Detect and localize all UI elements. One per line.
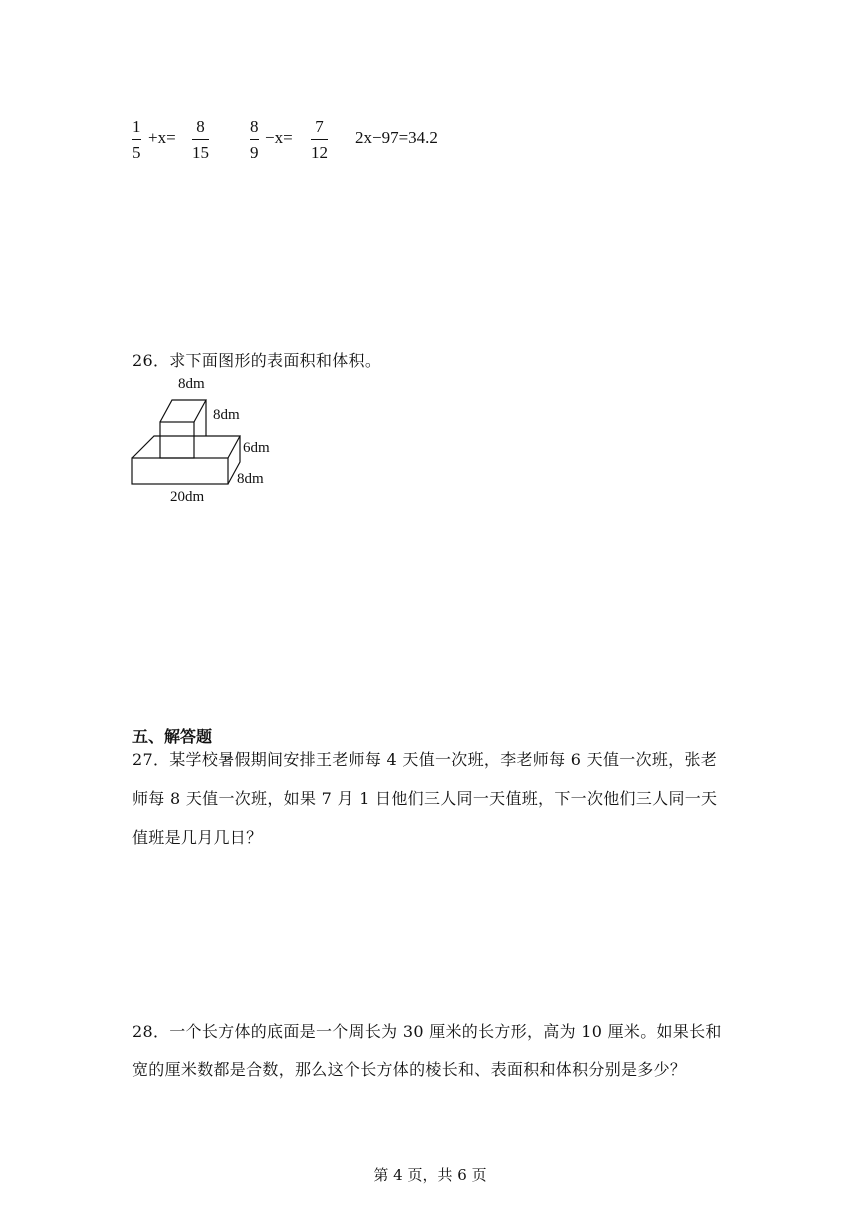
dim-top-height: 8dm	[213, 407, 240, 423]
dim-base-depth: 8dm	[237, 471, 264, 487]
fraction	[132, 118, 141, 161]
page-footer: 第 4 页，共 6 页	[373, 1166, 487, 1184]
fraction	[311, 118, 328, 161]
dim-base-height: 6dm	[243, 440, 270, 456]
numerator: 8	[250, 117, 259, 136]
dim-base-length: 20dm	[170, 489, 205, 505]
fraction	[192, 118, 209, 161]
question-27-line-2: 师每 8 天值一次班，如果 7 月 1 日他们三人同一天值班，下一次他们三人同一天	[132, 789, 718, 808]
equation-operator: −x=	[265, 128, 293, 147]
denominator: 12	[311, 143, 328, 162]
question-27-line-1: 27．某学校暑假期间安排王老师每 4 天值一次班，李老师每 6 天值一次班，张老	[132, 750, 718, 769]
equation-3: 2x−97=34.2	[355, 128, 438, 147]
denominator: 9	[250, 143, 259, 162]
equation-operator: +x=	[148, 128, 176, 147]
numerator: 8	[196, 117, 205, 136]
solid-figure	[120, 372, 290, 512]
denominator: 15	[192, 143, 209, 162]
denominator: 5	[132, 143, 141, 162]
fraction	[250, 118, 259, 161]
section-title: 五、解答题	[132, 727, 213, 746]
numerator: 1	[132, 117, 141, 136]
question-26: 26．求下面图形的表面积和体积。	[132, 351, 382, 370]
numerator: 7	[315, 117, 324, 136]
question-28-line-2: 宽的厘米数都是合数，那么这个长方体的棱长和、表面积和体积分别是多少？	[132, 1060, 687, 1079]
question-28-line-1: 28．一个长方体的底面是一个周长为 30 厘米的长方形，高为 10 厘米。如果长和	[132, 1022, 722, 1041]
question-27-line-3: 值班是几月几日？	[132, 828, 263, 847]
dim-top-width: 8dm	[178, 376, 205, 392]
